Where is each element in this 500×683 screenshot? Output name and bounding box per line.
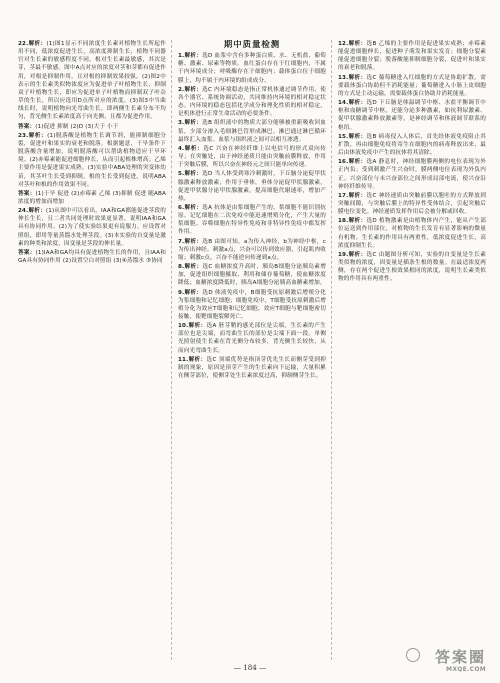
watermark-main-text: 答案圈	[434, 648, 486, 666]
entry-label: 解析：	[184, 289, 203, 296]
entry-label: 解析：	[348, 74, 367, 81]
question-number: 2.	[178, 86, 185, 93]
entry-label: 解析：	[28, 41, 47, 47]
entry-text: 选D 下丘脑是体温调节中枢、水盐平衡调节中枢和血糖调节中枢，还能分泌多种激素，如抗利尿激素、促甲状腺激素释放激素等，是神经调节和体液调节联系的枢纽。	[338, 100, 486, 131]
entry-text: (1)脱落酸是植物生长调节剂，能抑制细胞分裂，促进叶和果实的衰老和脱落。根据题意，干旱条件下脱落酸含量增加，说明脱落酸可以帮助植物适应干旱环境。(2)赤霉素能促进细胞伸长，从而引起植株增高；乙烯主要作用是促进果实成熟。(3)实验中ABA处理的突变体幼苗，其茎叶生长受到抑制，根的生长受到促进，说明ABA对茎叶和根的作用效果不同。	[18, 132, 166, 188]
answer-entry	[18, 249, 166, 265]
entry-text: 选B 组织液中的物质大部分能够被重新吸收回血浆，少部分渗入毛细淋巴管形成淋巴。淋巴通过淋巴循环最终汇入血浆。血浆与组织液之间可以相互渗透。	[178, 120, 326, 143]
entry-label: 解析：	[184, 238, 203, 245]
entry-text: 选C 由题图分析可知，实验的自变量是生长素类似物的浓度，因变量是插条生根的数量。在最适浓度两侧，存在两个促进生根效果相同的浓度，说明生长素类似物的作用具有两重性。	[338, 251, 486, 283]
entry-label: 解析：	[188, 323, 207, 330]
answer-entry	[338, 74, 486, 98]
entry-label: 解析：	[28, 208, 46, 215]
answer-entry	[178, 86, 326, 119]
answer-entry	[18, 207, 166, 248]
question-number: 7.	[178, 238, 185, 245]
answer-entry	[338, 217, 486, 250]
answer-entry	[178, 119, 326, 143]
question-number: 12.	[338, 41, 349, 47]
entry-text: 选A 静息时，神经细胞膜两侧的电位表现为外正内负；受到刺激产生兴奋时，膜两侧电位表现为外负内正。兴奋部位与未兴奋部位之间形成局部电流，使兴奋沿神经纤维传导。	[338, 159, 486, 190]
answer-entry	[18, 190, 166, 206]
watermark-logo	[406, 646, 490, 676]
entry-label: 解析：	[348, 159, 367, 166]
entry-label: 解析：	[184, 86, 203, 93]
middle-column	[178, 40, 326, 660]
question-number: 6.	[178, 204, 185, 211]
entry-text: 选D 植物激素是由植物体内产生，能从产生部位运送到作用部位，对植物的生长发育有显著影响的微量有机物。生长素的作用具有两重性，低浓度促进生长，高浓度抑制生长。	[338, 218, 486, 249]
entry-label: 解析：	[348, 251, 367, 258]
question-number: 11.	[178, 356, 189, 363]
answer-entry	[178, 356, 326, 380]
entry-label: 解析：	[348, 218, 367, 225]
answer-entry	[18, 123, 166, 131]
watermark-sub-text: MXQE.COM	[446, 666, 486, 673]
question-number: 16.	[338, 159, 349, 166]
answer-entry	[18, 132, 166, 189]
answer-entry	[18, 40, 166, 122]
watermark-icon	[406, 648, 420, 662]
answer-entry	[178, 263, 326, 287]
question-number: 13.	[338, 74, 349, 81]
answer-entry	[338, 251, 486, 284]
entry-label: 解析：	[184, 171, 203, 178]
entry-text: 选C 顶端优势是指顶芽优先生长而侧芽受到抑制的现象，原因是顶芽产生的生长素向下运输，大量积累在侧芽部位，使侧芽处生长素浓度过高，抑制侧芽生长。	[178, 356, 326, 380]
entry-label: 解析：	[184, 264, 203, 271]
entry-text: 选D 当人体受到寒冷刺激时，下丘脑分泌促甲状腺激素释放激素，作用于垂体，垂体分泌促甲状腺激素，促进甲状腺分泌甲状腺激素，提高细胞代谢速率，增加产热。	[178, 171, 326, 202]
question-number: 3.	[178, 120, 185, 127]
entry-text: (1)干旱 促进 (2)赤霉素 乙烯 (3)抑制 促进 随ABA浓度的增加而增加	[18, 190, 166, 205]
entry-label: 解析：	[184, 120, 203, 127]
entry-text: 选D 血浆中含有多种蛋白质、水、无机盐、葡萄糖、激素、尿素等物质。血红蛋白存在于红细胞内，不属于内环境成分；呼吸酶存在于细胞内；载体蛋白位于细胞膜上，均不属于内环境的组成成分。	[178, 53, 326, 84]
answer-entry	[178, 289, 326, 322]
answer-entry	[338, 133, 486, 157]
answer-entry	[178, 170, 326, 203]
entry-label: 答案：	[18, 123, 36, 130]
right-column	[338, 40, 486, 660]
answer-entry	[338, 99, 486, 132]
question-number: 9.	[178, 289, 185, 296]
answer-entry	[338, 40, 486, 73]
entry-label: 解析：	[348, 41, 367, 47]
question-number: 19.	[338, 251, 349, 258]
entry-text: (1)图1显示不同浓度生长素对植物生长所起作用不同，低浓度促进生长，高浓度抑制生长，植物不同器官对生长素的敏感程度不同，根对生长素最敏感，其次是芽，茎最不敏感。图中A点对应的浓度对茎和芽都有促进作用，对根是抑制作用，且对根的抑制效果较强。(2)图2中表示的生长素类似物浓度应为促进单子叶植物生长，抑制双子叶植物生长，即应为促进单子叶植物而抑制双子叶杂草的生长，所以应选用D点所对应的浓度。(3)图3中当曲线长时，说明植物向光弯曲生长，即两侧生长素分布不均匀，背光侧生长素浓度高于向光侧，且都为促进作用。	[18, 41, 166, 121]
middle-column-body	[178, 52, 326, 380]
answer-entry	[178, 238, 326, 262]
entry-text: 选B 病毒侵入人体后，首先经体液免疫阻止其扩散，再由细胞免疫将寄生在细胞内的病毒释放出来，最后由体液免疫中产生的抗体将其清除。	[338, 133, 486, 157]
question-number: 10.	[178, 323, 189, 330]
entry-label: 解析：	[348, 133, 367, 140]
question-number: 24.	[18, 208, 29, 215]
question-number: 5.	[178, 171, 185, 178]
entry-text: 选A 抗体是由浆细胞产生的，浆细胞不能识别抗原。记忆细胞在二次免疫中能迅速增殖分化，产生大量的浆细胞。吞噬细胞在特异性免疫和非特异性免疫中都发挥作用。	[178, 204, 326, 236]
answer-entry	[338, 158, 486, 191]
entry-label: 解析：	[184, 53, 203, 60]
question-number: 22.	[18, 41, 29, 47]
question-number: 15.	[338, 133, 349, 140]
entry-text: 选C 兴奋在神经纤维上以电信号的形式双向传导；在突触处，由于神经递质只能由突触前膜释放，作用于突触后膜，所以兴奋在神经元之间只能单向传递。	[178, 145, 326, 169]
entry-label: 解析：	[188, 356, 207, 363]
question-number: 14.	[338, 100, 349, 107]
entry-text: 选C 内环境稳态是指正常机体通过调节作用，使各个器官、系统协调活动，共同维持内环境的相对稳定状态。内环境的稳态包括化学成分和理化性质的相对稳定，是机体进行正常生命活动的必要条件。	[178, 86, 326, 118]
entry-text: 选C 神经递质由突触前膜以胞吐的方式释放到突触间隙，与突触后膜上的特异性受体结合，引起突触后膜电位变化。神经递质发挥作用后会被分解或回收。	[338, 192, 486, 216]
column-divider-left	[171, 40, 172, 660]
entry-text: 选B 由图可知，a为传入神经，b为神经中枢，c为传出神经。刺激a点，兴奋可以传到效应器，引起肌肉收缩；刺激c点，兴奋不能逆向传递到a点。	[178, 238, 326, 261]
entry-text: 选A 胚芽鞘的感光部位是尖端，生长素的产生部位也是尖端，而弯曲生长的部位是尖端下面一段。单侧光照射使生长素在背光侧分布较多，背光侧生长较快，从而向光弯曲生长。	[178, 323, 326, 354]
question-number: 17.	[338, 192, 349, 199]
question-number: 8.	[178, 264, 185, 271]
question-number: 4.	[178, 145, 185, 152]
question-number: 1.	[178, 53, 185, 60]
entry-label: 解析：	[184, 204, 203, 211]
entry-text: 选B 乙烯的主要作用是促进果实成熟；赤霉素能促进细胞伸长，促进种子萌发和果实发育；细胞分裂素能促进细胞分裂；脱落酸能抑制细胞分裂，促进叶和果实的衰老和脱落。	[338, 41, 486, 72]
column-divider-right	[331, 40, 332, 660]
question-number: 23.	[18, 132, 29, 139]
answer-entry	[178, 322, 326, 355]
entry-text: 选D 体液免疫中，B细胞受抗原刺激后增殖分化为浆细胞和记忆细胞；细胞免疫中，T细胞受抗原刺激后增殖分化为效应T细胞和记忆细胞，效应T细胞与靶细胞密切接触，使靶细胞裂解死亡。	[178, 289, 326, 320]
answer-entry	[338, 192, 486, 216]
page-number: — 184 —	[233, 663, 267, 672]
answer-entry	[178, 145, 326, 169]
entry-text: (1)促进 抑制 (2)D (3)大于 小于	[35, 123, 119, 130]
entry-label: 解析：	[348, 192, 367, 199]
answer-entry	[178, 52, 326, 85]
entry-label: 答案：	[18, 249, 36, 256]
entry-text: 选C 葡萄糖进入红细胞的方式是协助扩散，需要载体蛋白协助但不消耗能量；葡萄糖进入小肠上皮细胞的方式是主动运输，需要载体蛋白协助并消耗能量。	[338, 74, 486, 97]
entry-label: 答案：	[18, 190, 36, 197]
left-column	[18, 40, 166, 660]
entry-label: 解析：	[184, 145, 204, 152]
entry-label: 解析：	[348, 100, 367, 107]
entry-text: (1)从图中可以看出，IAA和GA都能促进茎段的伸长生长，且二者共同处理时效果更显著，说明IAA和GA具有协同作用。(2)为了使实验结果更有说服力，应设置对照组，即用等量蒸馏水处理茎段。(3)本实验的自变量是激素的种类和浓度，因变量是茎段的伸长量。	[18, 208, 166, 247]
entry-text: (1)IAA和GA均具有促进植物生长的作用，且IAA和GA具有协同作用 (2)设置空白对照组 (3)④蒸馏水 ⑤协同	[18, 249, 166, 265]
section-title: 期中质量检测	[223, 40, 281, 49]
question-number: 18.	[338, 218, 349, 225]
answer-entry	[178, 204, 326, 237]
entry-label: 解析：	[28, 132, 48, 139]
entry-text: 选C 血糖浓度升高时，胰岛B细胞分泌胰岛素增加，促进组织细胞摄取、利用和储存葡萄糖，使血糖浓度降低；血糖浓度降低时，胰岛A细胞分泌胰高血糖素增加。	[178, 264, 326, 287]
